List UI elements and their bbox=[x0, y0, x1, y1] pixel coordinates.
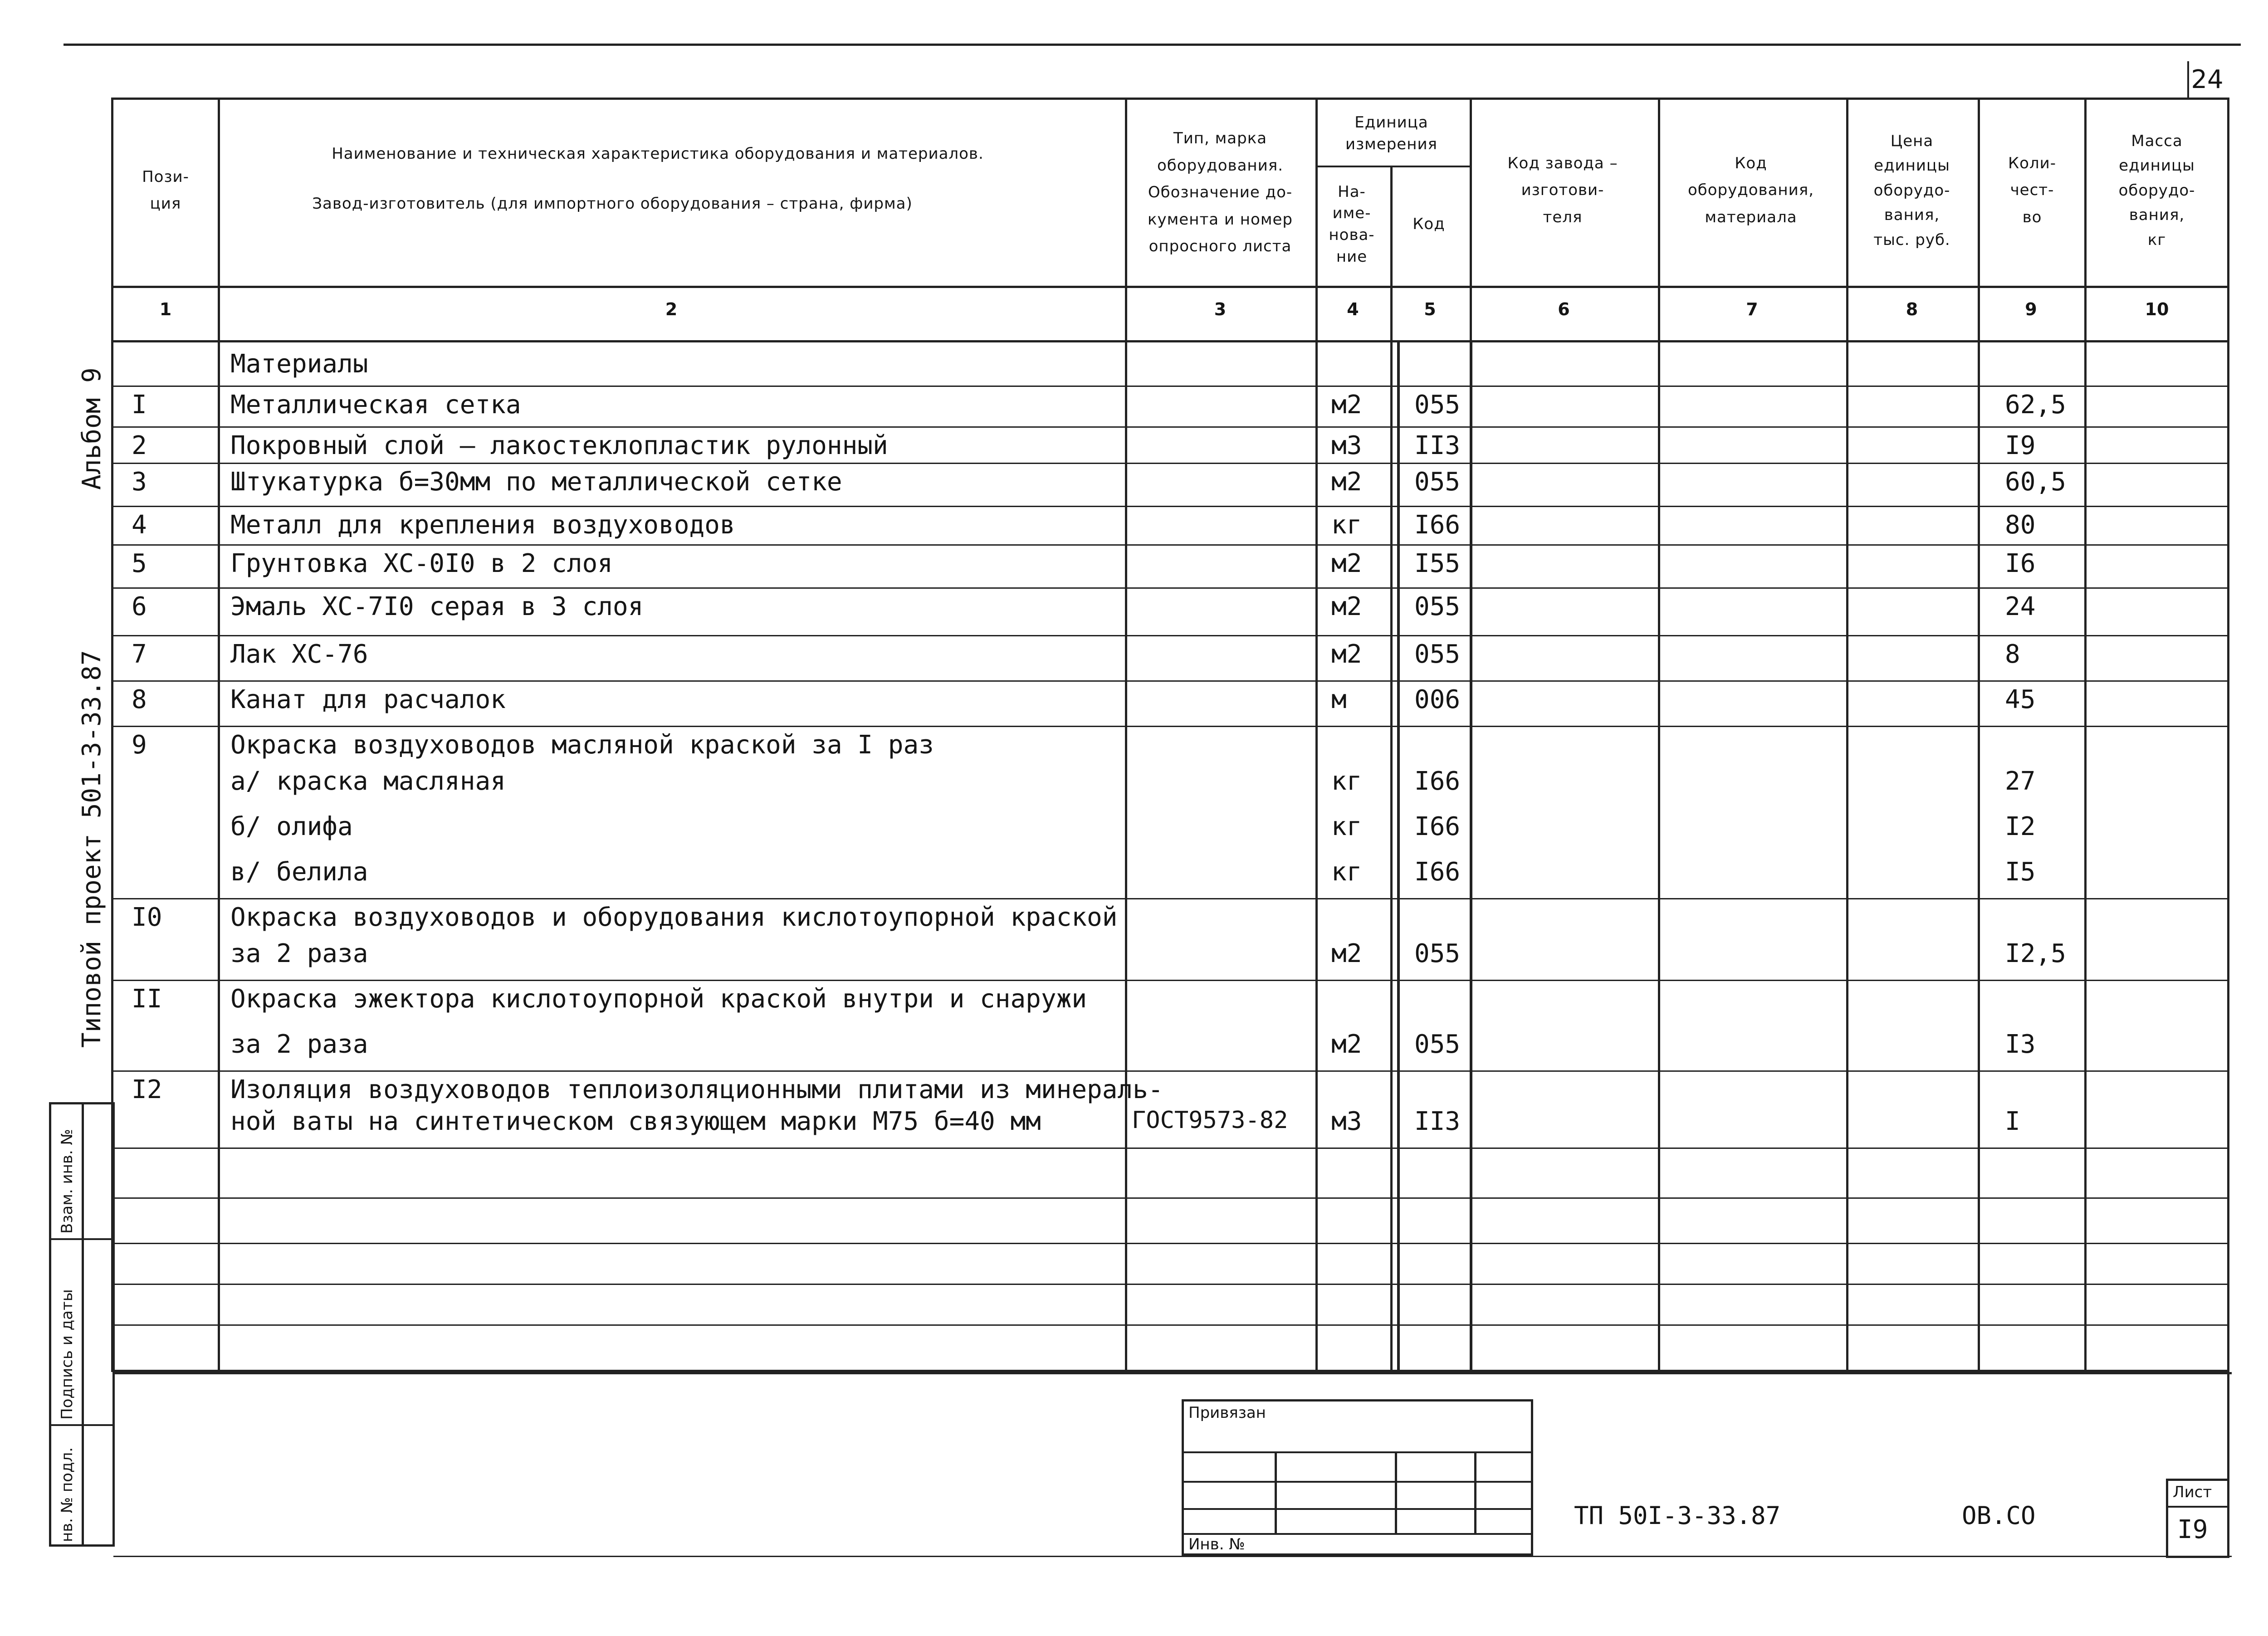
col-line-8 bbox=[1978, 98, 1980, 1372]
row-unit: м2 bbox=[1331, 1030, 1362, 1059]
row-code: II3 bbox=[1414, 431, 1461, 460]
row-name: за 2 раза bbox=[230, 1030, 368, 1059]
privyazan-col-3 bbox=[1474, 1451, 1476, 1533]
row-name: Материалы bbox=[230, 349, 368, 379]
corner-page-number: 24 bbox=[2187, 61, 2225, 98]
row-type: ГОСТ9573-82 bbox=[1132, 1107, 1288, 1134]
row-unit: м2 bbox=[1331, 640, 1362, 669]
row-code: I55 bbox=[1414, 549, 1461, 578]
left-stamp-inner-line bbox=[82, 1102, 84, 1547]
row-divider bbox=[111, 386, 2229, 387]
row-code: 006 bbox=[1414, 685, 1461, 714]
row-name: Изоляция воздуховодов теплоизоляционными плитами из минераль- bbox=[230, 1075, 1163, 1104]
colnum-6: 6 bbox=[1558, 299, 1570, 319]
header-price: Цена единицы оборудо- вания, тыс. руб. bbox=[1873, 132, 1950, 249]
row-unit: м2 bbox=[1331, 592, 1362, 621]
col-line-9 bbox=[2084, 98, 2087, 1372]
row-name: Покровный слой – лакостеклопластик рулонный bbox=[230, 431, 888, 460]
sheet-label: Лист bbox=[2173, 1483, 2212, 1501]
header-unit-name: На- име- нова- ние bbox=[1329, 182, 1375, 266]
row-position: 2 bbox=[132, 431, 147, 460]
row-name: Окраска эжектора кислотоупорной краской внутри и снаружи bbox=[230, 984, 1087, 1014]
row-divider bbox=[111, 635, 2229, 636]
colnum-1: 1 bbox=[159, 299, 172, 319]
row-unit: м3 bbox=[1331, 431, 1362, 460]
sheet-number: I9 bbox=[2177, 1515, 2208, 1544]
privyazan-col-1 bbox=[1275, 1451, 1277, 1533]
row-quantity: 24 bbox=[2005, 592, 2036, 621]
row-divider bbox=[111, 544, 2229, 546]
code-col-bold-right bbox=[1470, 340, 1472, 1372]
row-name: а/ краска масляная bbox=[230, 767, 506, 796]
colnum-10: 10 bbox=[2145, 299, 2169, 319]
row-code: 055 bbox=[1414, 1030, 1461, 1059]
empty-row-divider bbox=[111, 1324, 2229, 1326]
colnum-9: 9 bbox=[2025, 299, 2037, 319]
col-line-6 bbox=[1658, 98, 1660, 1372]
col-line-2 bbox=[1125, 98, 1127, 1372]
row-position: 6 bbox=[132, 592, 147, 621]
row-code: 055 bbox=[1414, 640, 1461, 669]
row-quantity: 27 bbox=[2005, 767, 2036, 796]
stamp-cell-vzam: Взам. инв. № bbox=[58, 1129, 76, 1234]
row-quantity: 80 bbox=[2005, 510, 2036, 540]
colnum-5: 5 bbox=[1424, 299, 1436, 319]
unit-subheader-line bbox=[1315, 166, 1470, 167]
row-unit: м3 bbox=[1331, 1107, 1362, 1136]
row-name: Окраска воздуховодов масляной краской за I раз bbox=[230, 730, 934, 760]
row-quantity: I6 bbox=[2005, 549, 2036, 578]
header-name-line2: Завод-изготовитель (для импортного оборудования – страна, фирма) bbox=[312, 195, 913, 213]
row-quantity: I2,5 bbox=[2005, 939, 2066, 968]
header-position: Пози- ция bbox=[142, 167, 189, 213]
top-border-line bbox=[64, 44, 2241, 46]
col-line-7 bbox=[1846, 98, 1848, 1372]
row-unit: м2 bbox=[1331, 467, 1362, 497]
row-name: Штукатурка б=30мм по металлической сетке bbox=[230, 467, 842, 497]
row-position: 4 bbox=[132, 510, 147, 540]
row-quantity: I9 bbox=[2005, 431, 2036, 460]
row-quantity: I3 bbox=[2005, 1030, 2036, 1059]
empty-row-divider bbox=[111, 1284, 2229, 1285]
row-name: Металл для крепления воздуховодов bbox=[230, 510, 735, 540]
col-line-3 bbox=[1315, 98, 1318, 1372]
empty-row-divider bbox=[111, 1148, 2229, 1149]
stamp-cell-inv: нв. № подл. bbox=[58, 1447, 76, 1542]
row-quantity: I5 bbox=[2005, 857, 2036, 887]
row-position: I0 bbox=[132, 903, 162, 932]
row-quantity: 62,5 bbox=[2005, 390, 2066, 420]
colnum-4: 4 bbox=[1347, 299, 1359, 319]
row-divider bbox=[111, 726, 2229, 727]
bottom-block-left-line bbox=[113, 1372, 2232, 1374]
row-position: I2 bbox=[132, 1075, 162, 1104]
row-quantity: 60,5 bbox=[2005, 467, 2066, 497]
row-divider bbox=[111, 463, 2229, 464]
row-position: II bbox=[132, 984, 162, 1014]
colnum-2: 2 bbox=[665, 299, 678, 319]
row-position: 8 bbox=[132, 685, 147, 714]
header-type: Тип, марка оборудования. Обозначение до- кумента и номер опросного листа bbox=[1148, 129, 1293, 256]
row-unit: м bbox=[1331, 685, 1347, 714]
row-divider bbox=[111, 506, 2229, 507]
row-position: 3 bbox=[132, 467, 147, 497]
mark-text: ОВ.СО bbox=[1962, 1501, 2036, 1530]
header-name-line1: Наименование и техническая характеристика оборудования и материалов. bbox=[332, 145, 984, 163]
header-factory-code: Код завода – изготови- теля bbox=[1507, 154, 1618, 226]
empty-row-divider bbox=[111, 1243, 2229, 1244]
row-unit: м2 bbox=[1331, 549, 1362, 578]
row-code: 055 bbox=[1414, 939, 1461, 968]
album-label: Альбом 9 bbox=[77, 367, 107, 490]
row-unit: кг bbox=[1331, 812, 1362, 841]
row-code: I66 bbox=[1414, 767, 1461, 796]
col-line-4 bbox=[1390, 166, 1393, 1372]
row-quantity: I2 bbox=[2005, 812, 2036, 841]
privyazan-line-4 bbox=[1182, 1533, 1533, 1535]
project-label: Типовой проект 501-3-33.87 bbox=[77, 650, 107, 1048]
colnum-8: 8 bbox=[1906, 299, 1918, 319]
sheet-number-divider bbox=[2166, 1506, 2229, 1508]
row-code: I66 bbox=[1414, 510, 1461, 540]
bottom-edge-line bbox=[113, 1556, 2232, 1557]
row-code: I66 bbox=[1414, 857, 1461, 887]
row-name: Окраска воздуховодов и оборудования кислотоупорной краской bbox=[230, 903, 1118, 932]
row-unit: кг bbox=[1331, 767, 1362, 796]
row-code: 055 bbox=[1414, 390, 1461, 420]
row-code: II3 bbox=[1414, 1107, 1461, 1136]
row-code: I66 bbox=[1414, 812, 1461, 841]
designation-text: ТП 50I-3-33.87 bbox=[1574, 1501, 1781, 1530]
row-name: Грунтовка ХС-0I0 в 2 слоя bbox=[230, 549, 613, 578]
row-name: Лак ХС-76 bbox=[230, 640, 368, 669]
row-divider bbox=[111, 1070, 2229, 1072]
row-name: ной ваты на синтетическом связующем марки М75 б=40 мм bbox=[230, 1107, 1041, 1136]
header-bottom-line bbox=[111, 286, 2229, 288]
row-code: 055 bbox=[1414, 592, 1461, 621]
colnum-3: 3 bbox=[1214, 299, 1227, 319]
header-quantity: Коли- чест- во bbox=[2008, 154, 2057, 226]
row-unit: кг bbox=[1331, 857, 1362, 887]
privyazan-line-1 bbox=[1182, 1451, 1533, 1453]
privyazan-label: Привязан bbox=[1188, 1404, 1266, 1422]
empty-row-divider bbox=[111, 1197, 2229, 1199]
row-quantity: 8 bbox=[2005, 640, 2020, 669]
row-divider bbox=[111, 980, 2229, 981]
row-unit: м2 bbox=[1331, 390, 1362, 420]
privyazan-col-2 bbox=[1395, 1451, 1397, 1533]
code-col-bold-left bbox=[1397, 340, 1400, 1372]
row-divider bbox=[111, 587, 2229, 589]
row-name: Эмаль ХС-7I0 серая в 3 слоя bbox=[230, 592, 644, 621]
row-unit: м2 bbox=[1331, 939, 1362, 968]
row-position: 9 bbox=[132, 730, 147, 760]
row-divider bbox=[111, 680, 2229, 682]
row-position: 7 bbox=[132, 640, 147, 669]
row-quantity: 45 bbox=[2005, 685, 2036, 714]
colnum-7: 7 bbox=[1746, 299, 1758, 319]
row-name: в/ белила bbox=[230, 857, 368, 887]
stamp-cell-podpis: Подпись и даты bbox=[58, 1289, 76, 1420]
row-code: 055 bbox=[1414, 467, 1461, 497]
header-unit: Единица измерения bbox=[1345, 113, 1438, 153]
header-unit-code: Код bbox=[1413, 215, 1445, 234]
row-name: Металлическая сетка bbox=[230, 390, 521, 420]
inv-label: Инв. № bbox=[1188, 1535, 1245, 1553]
col-line-1 bbox=[218, 98, 220, 1372]
row-name: за 2 раза bbox=[230, 939, 368, 968]
header-mass: Масса единицы оборудо- вания, кг bbox=[2118, 132, 2195, 249]
bottom-right-edge bbox=[2227, 1372, 2229, 1558]
row-name: б/ олифа bbox=[230, 812, 353, 841]
colnum-bottom-line bbox=[111, 340, 2229, 342]
row-quantity: I bbox=[2005, 1107, 2020, 1136]
row-divider bbox=[111, 426, 2229, 428]
row-position: 5 bbox=[132, 549, 147, 578]
privyazan-line-2 bbox=[1182, 1481, 1533, 1483]
row-divider bbox=[111, 898, 2229, 899]
row-name: Канат для расчалок bbox=[230, 685, 506, 714]
privyazan-block bbox=[1182, 1399, 1533, 1556]
row-unit: кг bbox=[1331, 510, 1362, 540]
row-position: I bbox=[132, 390, 147, 420]
header-equipment-code: Код оборудования, материала bbox=[1687, 154, 1814, 226]
privyazan-line-3 bbox=[1182, 1508, 1533, 1510]
